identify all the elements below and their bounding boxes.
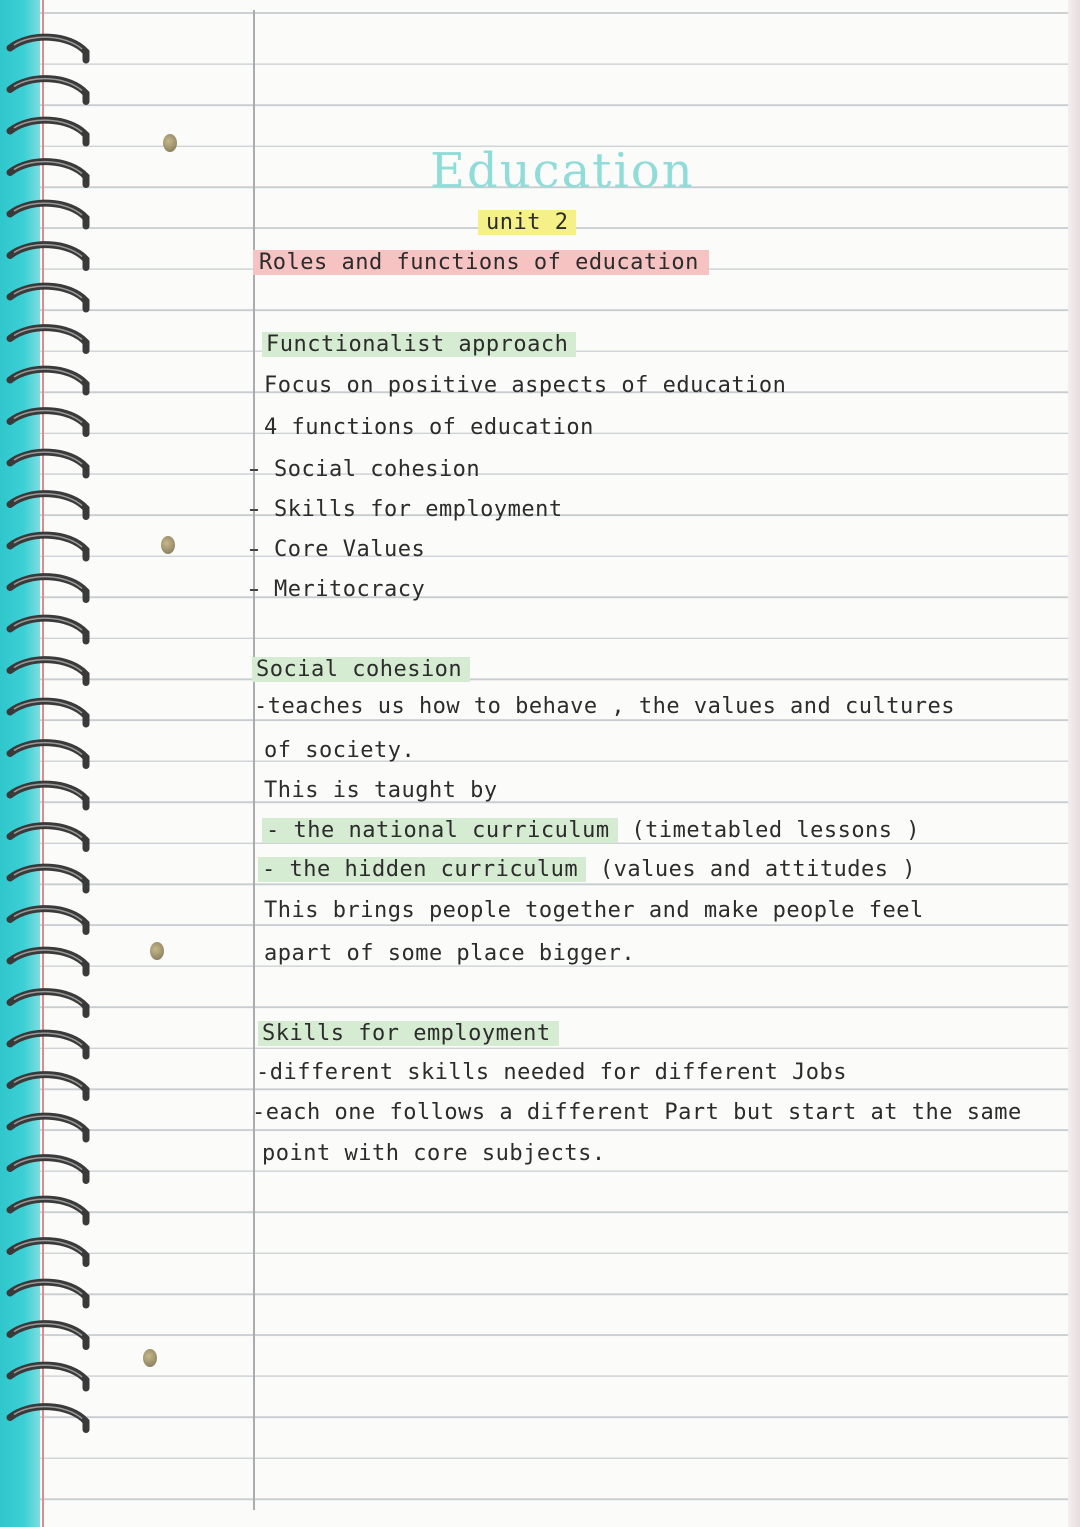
page-title: Education [430, 143, 695, 199]
function-item: Skills for employment [274, 497, 563, 522]
unit-label [478, 210, 576, 235]
national-curriculum-note: (timetabled lessons ) [631, 818, 921, 843]
note-line [258, 857, 916, 882]
note-line: -different skills needed for different Jobs [256, 1060, 848, 1085]
bullet-dash [250, 589, 258, 591]
functionalist-heading-text: Functionalist approach [262, 332, 576, 357]
function-item: Meritocracy [274, 577, 426, 602]
note-line: 4 functions of education [264, 415, 594, 440]
hidden-curriculum: - the hidden curriculum [258, 857, 586, 882]
bullet-dash [250, 549, 258, 551]
bullet-dash [250, 509, 258, 511]
note-line: point with core subjects. [262, 1141, 606, 1166]
national-curriculum: - the national curriculum [262, 818, 618, 843]
punch-hole [143, 1349, 157, 1367]
note-line: This brings people together and make people feel [264, 898, 924, 923]
punch-hole [161, 536, 175, 554]
section-heading [253, 250, 709, 275]
skills-heading [258, 1021, 559, 1046]
skills-heading-text: Skills for employment [258, 1021, 559, 1046]
note-line: of society. [264, 738, 416, 763]
spiral-binding [0, 0, 100, 1527]
note-line: -each one follows a different Part but start at the same [252, 1100, 1022, 1125]
function-item: Core Values [274, 537, 426, 562]
unit-highlight: unit 2 [478, 210, 576, 235]
hidden-curriculum-note: (values and attitudes ) [599, 857, 917, 882]
social-cohesion-heading-text: Social cohesion [252, 657, 470, 682]
social-cohesion-heading [252, 657, 470, 682]
note-line: This is taught by [264, 778, 498, 803]
note-line [262, 818, 920, 843]
punch-hole [150, 942, 164, 960]
section-heading-text: Roles and functions of education [253, 250, 709, 275]
functionalist-heading [262, 332, 576, 357]
page-edge [1068, 0, 1080, 1527]
margin-line [253, 10, 255, 1510]
bullet-dash [250, 469, 258, 471]
note-line: Focus on positive aspects of education [264, 373, 787, 398]
note-line: apart of some place bigger. [264, 941, 636, 966]
function-item: Social cohesion [274, 457, 481, 482]
note-line: -teaches us how to behave , the values and cultures [254, 694, 956, 719]
punch-hole [163, 134, 177, 152]
